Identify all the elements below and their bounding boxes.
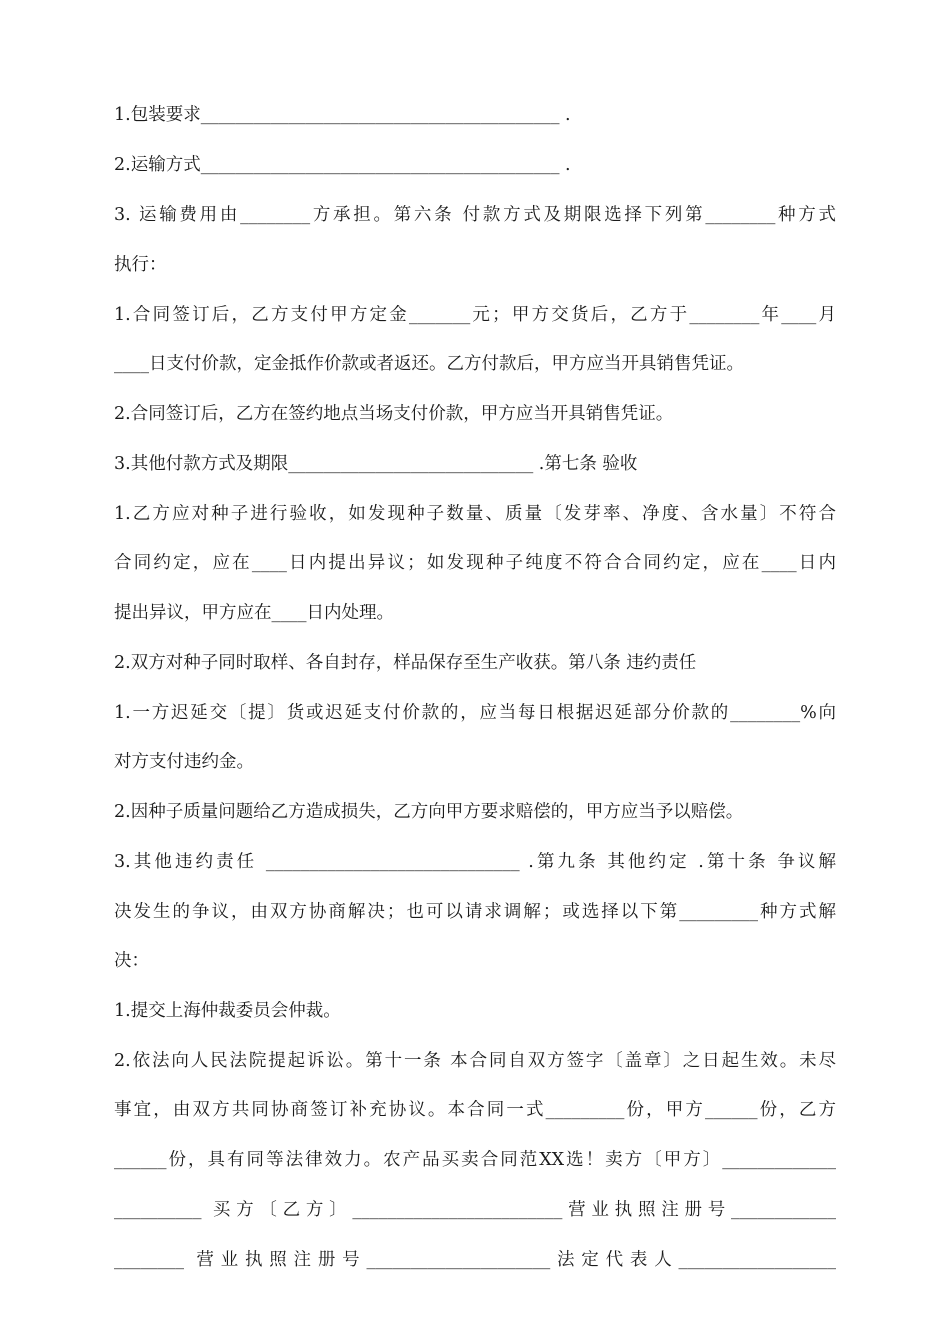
text-line: 提出异议，甲方应在____日内处理。	[114, 603, 394, 623]
text-line: 2.运输方式_________________________________________ .	[114, 155, 571, 175]
text-line: 1.一方迟延交〔提〕货或迟延支付价款的，应当每日根据迟延部分价款的________%向	[114, 703, 836, 723]
text-line: 1.合同签订后，乙方支付甲方定金_______元；甲方交货后，乙方于________年____月	[114, 305, 836, 325]
text-line: ________ 营业执照注册号_____________________法定代表人__________________	[114, 1250, 836, 1270]
text-line: 2.双方对种子同时取样、各自封存，样品保存至生产收获。第八条 违约责任	[114, 653, 697, 673]
text-line: 决发生的争议，由双方协商解决；也可以请求调解；或选择以下第_________种方式解	[114, 902, 836, 922]
text-line: 事宜，由双方共同协商签订补充协议。本合同一式_________份，甲方______份，乙方	[114, 1100, 836, 1120]
text-line: __________ 买方〔乙方〕________________________营业执照注册号____________	[114, 1200, 836, 1220]
text-line: 1.乙方应对种子进行验收，如发现种子数量、质量〔发芽率、净度、含水量〕不符合	[114, 504, 836, 524]
text-line: 2.合同签订后，乙方在签约地点当场支付价款，甲方应当开具销售凭证。	[114, 404, 674, 424]
text-line: 2.依法向人民法院提起诉讼。第十一条 本合同自双方签字〔盖章〕之日起生效。未尽	[114, 1051, 836, 1071]
text-line: 合同约定，应在____日内提出异议；如发现种子纯度不符合合同约定，应在____日内	[114, 553, 836, 573]
text-line: 3. 运输费用由________方承担。第六条 付款方式及期限选择下列第________种方式	[114, 205, 836, 225]
text-line: 决：	[114, 951, 149, 971]
text-line: 2.因种子质量问题给乙方造成损失，乙方向甲方要求赔偿的，甲方应当予以赔偿。	[114, 802, 744, 822]
text-line: 对方支付违约金。	[114, 752, 254, 772]
text-line: ____日支付价款，定金抵作价款或者返还。乙方付款后，甲方应当开具销售凭证。	[114, 354, 744, 374]
text-line: 1.包装要求_________________________________________ .	[114, 105, 571, 125]
text-line: 3.其他违约责任 _____________________________ .第九条 其他约定 .第十条 争议解	[114, 852, 836, 872]
text-line: 执行：	[114, 255, 167, 275]
text-line: 3.其他付款方式及期限____________________________ .第七条 验收	[114, 454, 638, 474]
text-line: 1.提交上海仲裁委员会仲裁。	[114, 1001, 341, 1021]
text-line: ______份，具有同等法律效力。农产品买卖合同范XX选！卖方〔甲方〕_____________	[114, 1150, 836, 1170]
